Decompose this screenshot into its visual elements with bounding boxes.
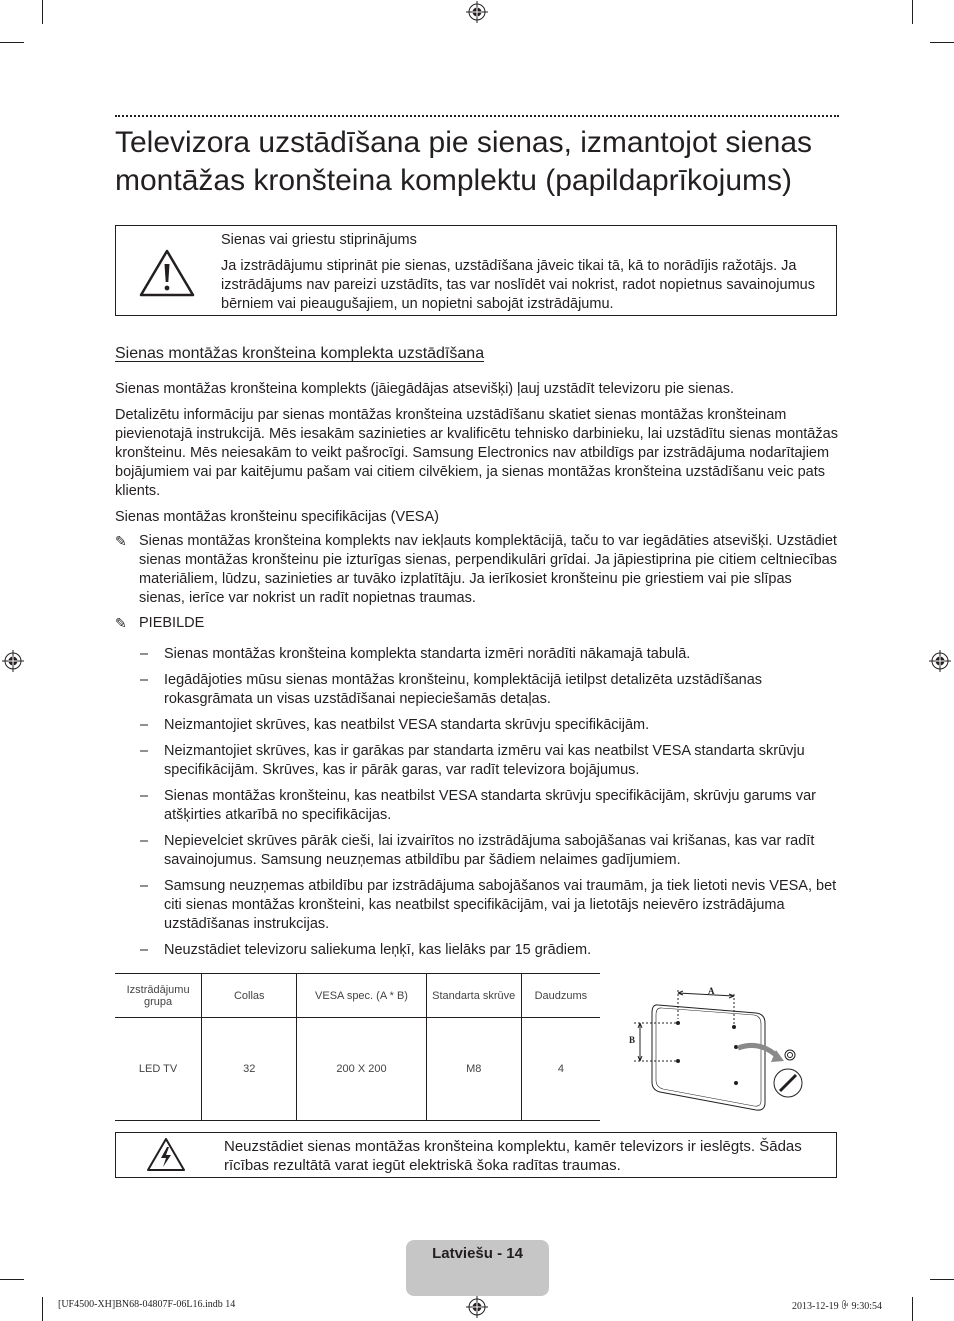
- dash-bullet: –: [140, 743, 149, 759]
- page-number: Latviešu - 14: [432, 1245, 523, 1262]
- list-item: [140, 645, 840, 664]
- caution-box: [115, 1132, 837, 1178]
- table-header-row: [115, 974, 600, 1018]
- wall-mount-diagram: [620, 975, 820, 1115]
- crop-mark: [930, 42, 954, 43]
- caution-text: Neuzstādiet sienas montāžas kronšteina komplektu, kamēr televizors ir ieslēgts. Šādas rīcības rezultātā varat iegūt elektriskā šoka radītas traumas.: [224, 1138, 802, 1174]
- dash-bullet: –: [140, 833, 149, 849]
- table-cell: 200 X 200: [297, 1018, 426, 1121]
- dash-bullet: –: [140, 788, 149, 804]
- list-item: [140, 716, 840, 735]
- dash-bullet: –: [140, 717, 149, 733]
- dash-bullet: –: [140, 942, 149, 958]
- warning-box: [115, 225, 837, 316]
- list-item: [140, 742, 840, 780]
- paragraph: Sienas montāžas kronšteinu specifikācijas (VESA): [115, 509, 439, 525]
- table-header-cell: Daudzums: [521, 974, 600, 1018]
- warning-triangle-icon: [138, 248, 196, 298]
- list-item-text: Iegādājoties mūsu sienas montāžas kronšteinu, komplektācijā ietilpst detalizēta uzstādīšanas rokasgrāmata un visas uzstādīšanai nepieciešamās detaļas.: [164, 672, 763, 707]
- list-item: [140, 941, 840, 960]
- note-list: [140, 645, 840, 967]
- table-cell: LED TV: [115, 1018, 202, 1121]
- paragraph: Sienas montāžas kronšteina komplekts (jāiegādājas atsevišķi) ļauj uzstādīt televizoru pie sienas.: [115, 381, 734, 397]
- electric-shock-icon: [146, 1137, 186, 1173]
- crop-mark: [0, 1279, 24, 1280]
- crop-mark: [912, 0, 913, 24]
- warning-text: Ja izstrādājumu stiprināt pie sienas, uzstādīšana jāveic tikai tā, kā to norādījis ražotājs. Ja izstrādājums nav pareizi uzstādīts, tas var noslīdēt vai nokrist, radot nopietnus savainojumus bērniem vai pieaugušajiem, un nopietni sabojāt izstrādājumu.: [221, 258, 815, 312]
- dash-bullet: –: [140, 646, 149, 662]
- table-header-cell: Izstrādājumu grupa: [115, 974, 202, 1018]
- list-item-text: Samsung neuzņemas atbildību par izstrādājuma sabojāšanos vai traumām, ja tiek lietoti nevis VESA, bet citi sienas montāžas kronšteini, kas neatbilst specifikācijām, vai ja lietotājs neievēro izstrādājuma uzstādīšanas instrukcijas.: [164, 878, 837, 932]
- print-date-info: 2013-12-19 ꆞ 9:30:54: [792, 1301, 883, 1312]
- page-number-tab: [406, 1240, 549, 1296]
- list-item: [140, 671, 840, 709]
- note-label: PIEBILDE: [139, 615, 205, 631]
- list-item-text: Sienas montāžas kronšteina komplekta standarta izmēri norādīti nākamajā tabulā.: [164, 646, 691, 662]
- table-cell: 32: [202, 1018, 297, 1121]
- warning-heading: Sienas vai griestu stiprinājums: [221, 232, 417, 248]
- paragraph: Detalizētu informāciju par sienas montāžas kronšteina uzstādīšanu skatiet sienas montāžas kronšteinam pievienotajā instrukcijā. Mēs iesakām sazinieties ar kvalificētu tehnisko darbinieku, lai uzstādītu sienas montāžas kronšteinu. Mēs neiesakām to veikt pašrocīgi. Samsung Electronics nav atbildīgs par izstrādājuma nodarītajiem bojājumiem vai par kaitējumu pašam vai citiem cilvēkiem, ja sienas montāžas kronšteina uzstādīšanu veic pats klients.: [115, 407, 838, 499]
- registration-mark-icon: [466, 1296, 488, 1318]
- print-file-info: [UF4500-XH]BN68-04807F-06L16.indb 14: [58, 1299, 236, 1310]
- table-cell: M8: [426, 1018, 521, 1121]
- table-header-cell: VESA spec. (A * B): [297, 974, 426, 1018]
- list-item-text: Nepievelciet skrūves pārāk cieši, lai izvairītos no izstrādājuma sabojāšanas vai krišanas, kas var radīt savainojumus. Samsung neuzņemas atbildību par šādiem nelaimes gadījumiem.: [164, 833, 815, 868]
- table-header-cell: Standarta skrūve: [426, 974, 521, 1018]
- registration-mark-icon: [466, 1, 488, 23]
- diagram-label-b: B: [629, 1035, 636, 1045]
- diagram-label-a: A: [708, 986, 715, 996]
- section-heading: Sienas montāžas kronšteina komplekta uzstādīšana: [115, 345, 485, 362]
- registration-mark-icon: [929, 650, 951, 672]
- crop-mark: [0, 42, 24, 43]
- registration-mark-icon: [2, 650, 24, 672]
- crop-mark: [912, 1297, 913, 1321]
- pencil-note-icon: ✎: [115, 615, 127, 631]
- page-title: Televizora uzstādīšana pie sienas, izmantojot sienas montāžas kronšteina komplektu (papildaprīkojums): [115, 126, 813, 197]
- crop-mark: [930, 1279, 954, 1280]
- list-item-text: Neizmantojiet skrūves, kas ir garākas par standarta izmēru vai kas neatbilst VESA standarta skrūvju specifikācijām. Skrūves, kas ir pārāk garas, var radīt televizora bojājumus.: [164, 743, 805, 778]
- list-item: [140, 832, 840, 870]
- list-item-text: Sienas montāžas kronšteinu, kas neatbilst VESA standarta skrūvju specifikācijām, skrūvju garums var atšķirties atkarībā no specifikācijas.: [164, 788, 816, 823]
- list-item: [140, 787, 840, 825]
- note-text: Sienas montāžas kronšteina komplekts nav iekļauts komplektācijā, taču to var iegādāties atsevišķi. Uzstādiet sienas montāžas kronšteinu pie izturīgas sienas, perpendikulāri grīdai. Ja jāpiestiprina pie citiem celtniecības materiāliem, lūdzu, sazinieties ar tuvāko izplatītāju. Ja ierīkosiet kronšteinu pie griestiem vai pie slīpas sienas, ierīce var nokrist un radīt nopietnas traumas.: [139, 533, 837, 606]
- list-item: [140, 877, 840, 934]
- table-cell: 4: [521, 1018, 600, 1121]
- dash-bullet: –: [140, 672, 149, 688]
- title-divider: [115, 115, 839, 117]
- list-item-text: Neuzstādiet televizoru saliekuma leņķī, kas lielāks par 15 grādiem.: [164, 942, 592, 958]
- crop-mark: [42, 1297, 43, 1321]
- crop-mark: [42, 0, 43, 24]
- vesa-spec-table: [115, 973, 600, 1121]
- table-header-cell: Collas: [202, 974, 297, 1018]
- pencil-note-icon: ✎: [115, 533, 127, 549]
- list-item-text: Neizmantojiet skrūves, kas neatbilst VESA standarta skrūvju specifikācijām.: [164, 717, 650, 733]
- table-row: [115, 1018, 600, 1121]
- dash-bullet: –: [140, 878, 149, 894]
